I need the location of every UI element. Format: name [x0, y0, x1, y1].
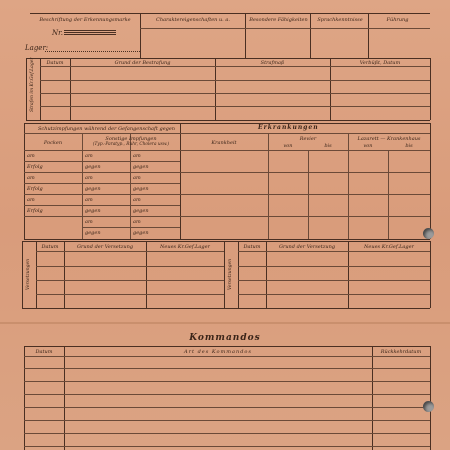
- impf-row-rule: [24, 194, 430, 195]
- impf-cell: am: [133, 219, 141, 225]
- impf-right: [430, 123, 431, 239]
- komm-header-rule: [24, 356, 430, 357]
- nr-label: Nr.: [52, 29, 63, 37]
- vers-header-lager: Neues Kr.Gef.Lager: [364, 244, 414, 250]
- vers-row-rule: [238, 280, 430, 281]
- impf-col-divider: [130, 133, 131, 239]
- impf-cell: am: [27, 197, 35, 203]
- impf-cell: am: [27, 153, 35, 159]
- top-divider: [245, 13, 246, 58]
- komm-row-rule: [24, 407, 430, 408]
- impf-header-pocken: Pocken: [43, 140, 63, 146]
- impf-cell: am: [133, 175, 141, 181]
- impf-cell: am: [85, 175, 93, 181]
- impf-cell: am: [85, 219, 93, 225]
- punch-hole: [423, 401, 434, 412]
- vers-row-rule: [238, 294, 430, 295]
- impf-row-rule: [24, 183, 180, 184]
- komm-row-rule: [24, 394, 430, 395]
- komm-divider: [372, 346, 373, 450]
- komm-divider: [64, 346, 65, 450]
- komm-row-rule: [24, 433, 430, 434]
- vers-row-rule: [238, 266, 430, 267]
- impf-title: Schutzimpfungen während der Gefangenschaft gegen: [38, 126, 176, 132]
- impf-cell: gegen: [133, 164, 149, 170]
- impf-row-rule: [24, 150, 430, 151]
- komm-header-art: Art des Kommandos: [184, 349, 252, 355]
- erkr-revier-von: von: [283, 143, 293, 149]
- impf-cell: gegen: [85, 186, 101, 192]
- komm-header-rueckkehr: Rückkehrdatum: [380, 349, 422, 355]
- strafen-header-datum: Datum: [46, 60, 64, 66]
- strafen-divider: [70, 58, 71, 120]
- erkr-header-krankheit: Krankheit: [211, 140, 237, 146]
- vers-row-rule: [36, 294, 224, 295]
- vers-row-rule: [36, 280, 224, 281]
- impf-row-rule: [24, 205, 180, 206]
- top-divider: [310, 13, 311, 58]
- impf-row-rule: [24, 216, 430, 217]
- komm-top-rule: [24, 346, 430, 347]
- strafen-row-rule: [40, 106, 430, 107]
- impf-cell: gegen: [85, 230, 101, 236]
- impf-cell: gegen: [133, 208, 149, 214]
- strafen-right: [430, 58, 431, 120]
- punch-hole: [423, 228, 434, 239]
- faehigkeiten-label: Besondere Fähigkeiten: [249, 17, 308, 23]
- strafen-header-verbuesst: Verbüßt, Datum: [359, 60, 401, 66]
- top-divider: [368, 13, 369, 58]
- erkrankungen-title: Erkrankungen: [258, 124, 319, 131]
- top-rule: [30, 13, 430, 14]
- vers-top-rule: [22, 241, 430, 242]
- impf-cell: am: [133, 197, 141, 203]
- vers-left: [22, 241, 23, 308]
- erkr-lazarett-von: von: [363, 143, 373, 149]
- strafen-divider: [330, 58, 331, 120]
- impf-row-rule: [24, 172, 430, 173]
- charakter-label: Charaktereigenschaften u. a.: [156, 17, 230, 23]
- vers-header-grund: Grund der Versetzung: [76, 244, 134, 250]
- komm-left: [24, 346, 25, 450]
- vers-side-label-left: Versetzungen: [26, 258, 31, 290]
- impf-cell: am: [27, 175, 35, 181]
- strafen-header-rule: [40, 66, 430, 67]
- erkr-lazarett-bis: bis: [405, 143, 413, 149]
- komm-header-datum: Datum: [35, 349, 53, 355]
- impf-cell: Erfolg: [27, 164, 43, 170]
- vers-row-rule: [36, 266, 224, 267]
- impf-cell: Erfolg: [27, 208, 43, 214]
- erkr-revier-bis: bis: [324, 143, 332, 149]
- strafen-side-label: Strafen im Kr.Gef.Lager: [30, 57, 35, 112]
- impf-row-rule: [82, 227, 180, 228]
- impf-cell: gegen: [133, 230, 149, 236]
- lager-label: Lager:: [25, 44, 49, 52]
- vers-header-datum: Datum: [243, 244, 261, 250]
- impf-cell: gegen: [133, 186, 149, 192]
- impf-cell: gegen: [85, 208, 101, 214]
- komm-right: [430, 346, 431, 450]
- strafen-header-grund: Grund der Bestrafung: [114, 60, 171, 66]
- fold-line: [0, 322, 450, 324]
- impf-header-sonstige: Sonstige Impfungen: [105, 136, 157, 142]
- impf-cell: am: [85, 153, 93, 159]
- komm-row-rule: [24, 381, 430, 382]
- vers-right: [430, 241, 431, 308]
- vers-side-label-right: Versetzungen: [228, 258, 233, 290]
- strafen-left: [26, 58, 27, 120]
- vers-header-rule: [36, 251, 224, 252]
- impf-header-rule: [24, 133, 430, 134]
- komm-row-rule: [24, 368, 430, 369]
- strafen-header-strafmass: Strafmaß: [260, 60, 285, 66]
- strafen-divider: [215, 58, 216, 120]
- vers-header-datum: Datum: [41, 244, 59, 250]
- kommandos-title: Kommandos: [189, 333, 261, 343]
- vers-header-rule: [238, 251, 430, 252]
- sprachkenntnisse-label: Sprachkenntnisse: [317, 17, 363, 23]
- impf-bottom-rule: [24, 239, 430, 240]
- vers-header-grund: Grund der Versetzung: [278, 244, 336, 250]
- impf-row-rule: [24, 161, 180, 162]
- top-rule: [140, 28, 430, 29]
- top-divider: [140, 13, 141, 58]
- impf-cell: Erfolg: [27, 186, 43, 192]
- nr-field[interactable]: [64, 30, 116, 33]
- komm-row-rule: [24, 420, 430, 421]
- strafen-bottom-rule: [26, 120, 430, 121]
- strafen-divider: [40, 58, 41, 120]
- impf-cell: am: [85, 197, 93, 203]
- impf-cell: gegen: [85, 164, 101, 170]
- erkr-header-revier: Revier: [299, 136, 317, 142]
- impf-col-divider: [82, 133, 83, 239]
- strafen-row-rule: [40, 93, 430, 94]
- erkennungsmarke-label: Beschriftung der Erkennungsmarke: [39, 17, 131, 23]
- vers-divider: [224, 241, 225, 308]
- lager-field[interactable]: [45, 51, 140, 52]
- fuehrung-label: Führung: [386, 17, 409, 23]
- strafen-top-rule: [26, 58, 430, 59]
- vers-bottom-rule: [22, 308, 430, 309]
- vers-header-lager: Neues Kr.Gef.Lager: [160, 244, 210, 250]
- nr-field-underline: [64, 34, 116, 35]
- impf-top-rule: [24, 123, 430, 124]
- impf-cell: am: [133, 153, 141, 159]
- strafen-row-rule: [40, 80, 430, 81]
- impf-header-sonstige-sub: (Typ.-Paratyp., Ruhr, Cholera usw.): [92, 142, 170, 147]
- erkr-header-lazarett: Lazarett — Krankenhaus: [357, 136, 421, 142]
- komm-row-rule: [24, 446, 430, 447]
